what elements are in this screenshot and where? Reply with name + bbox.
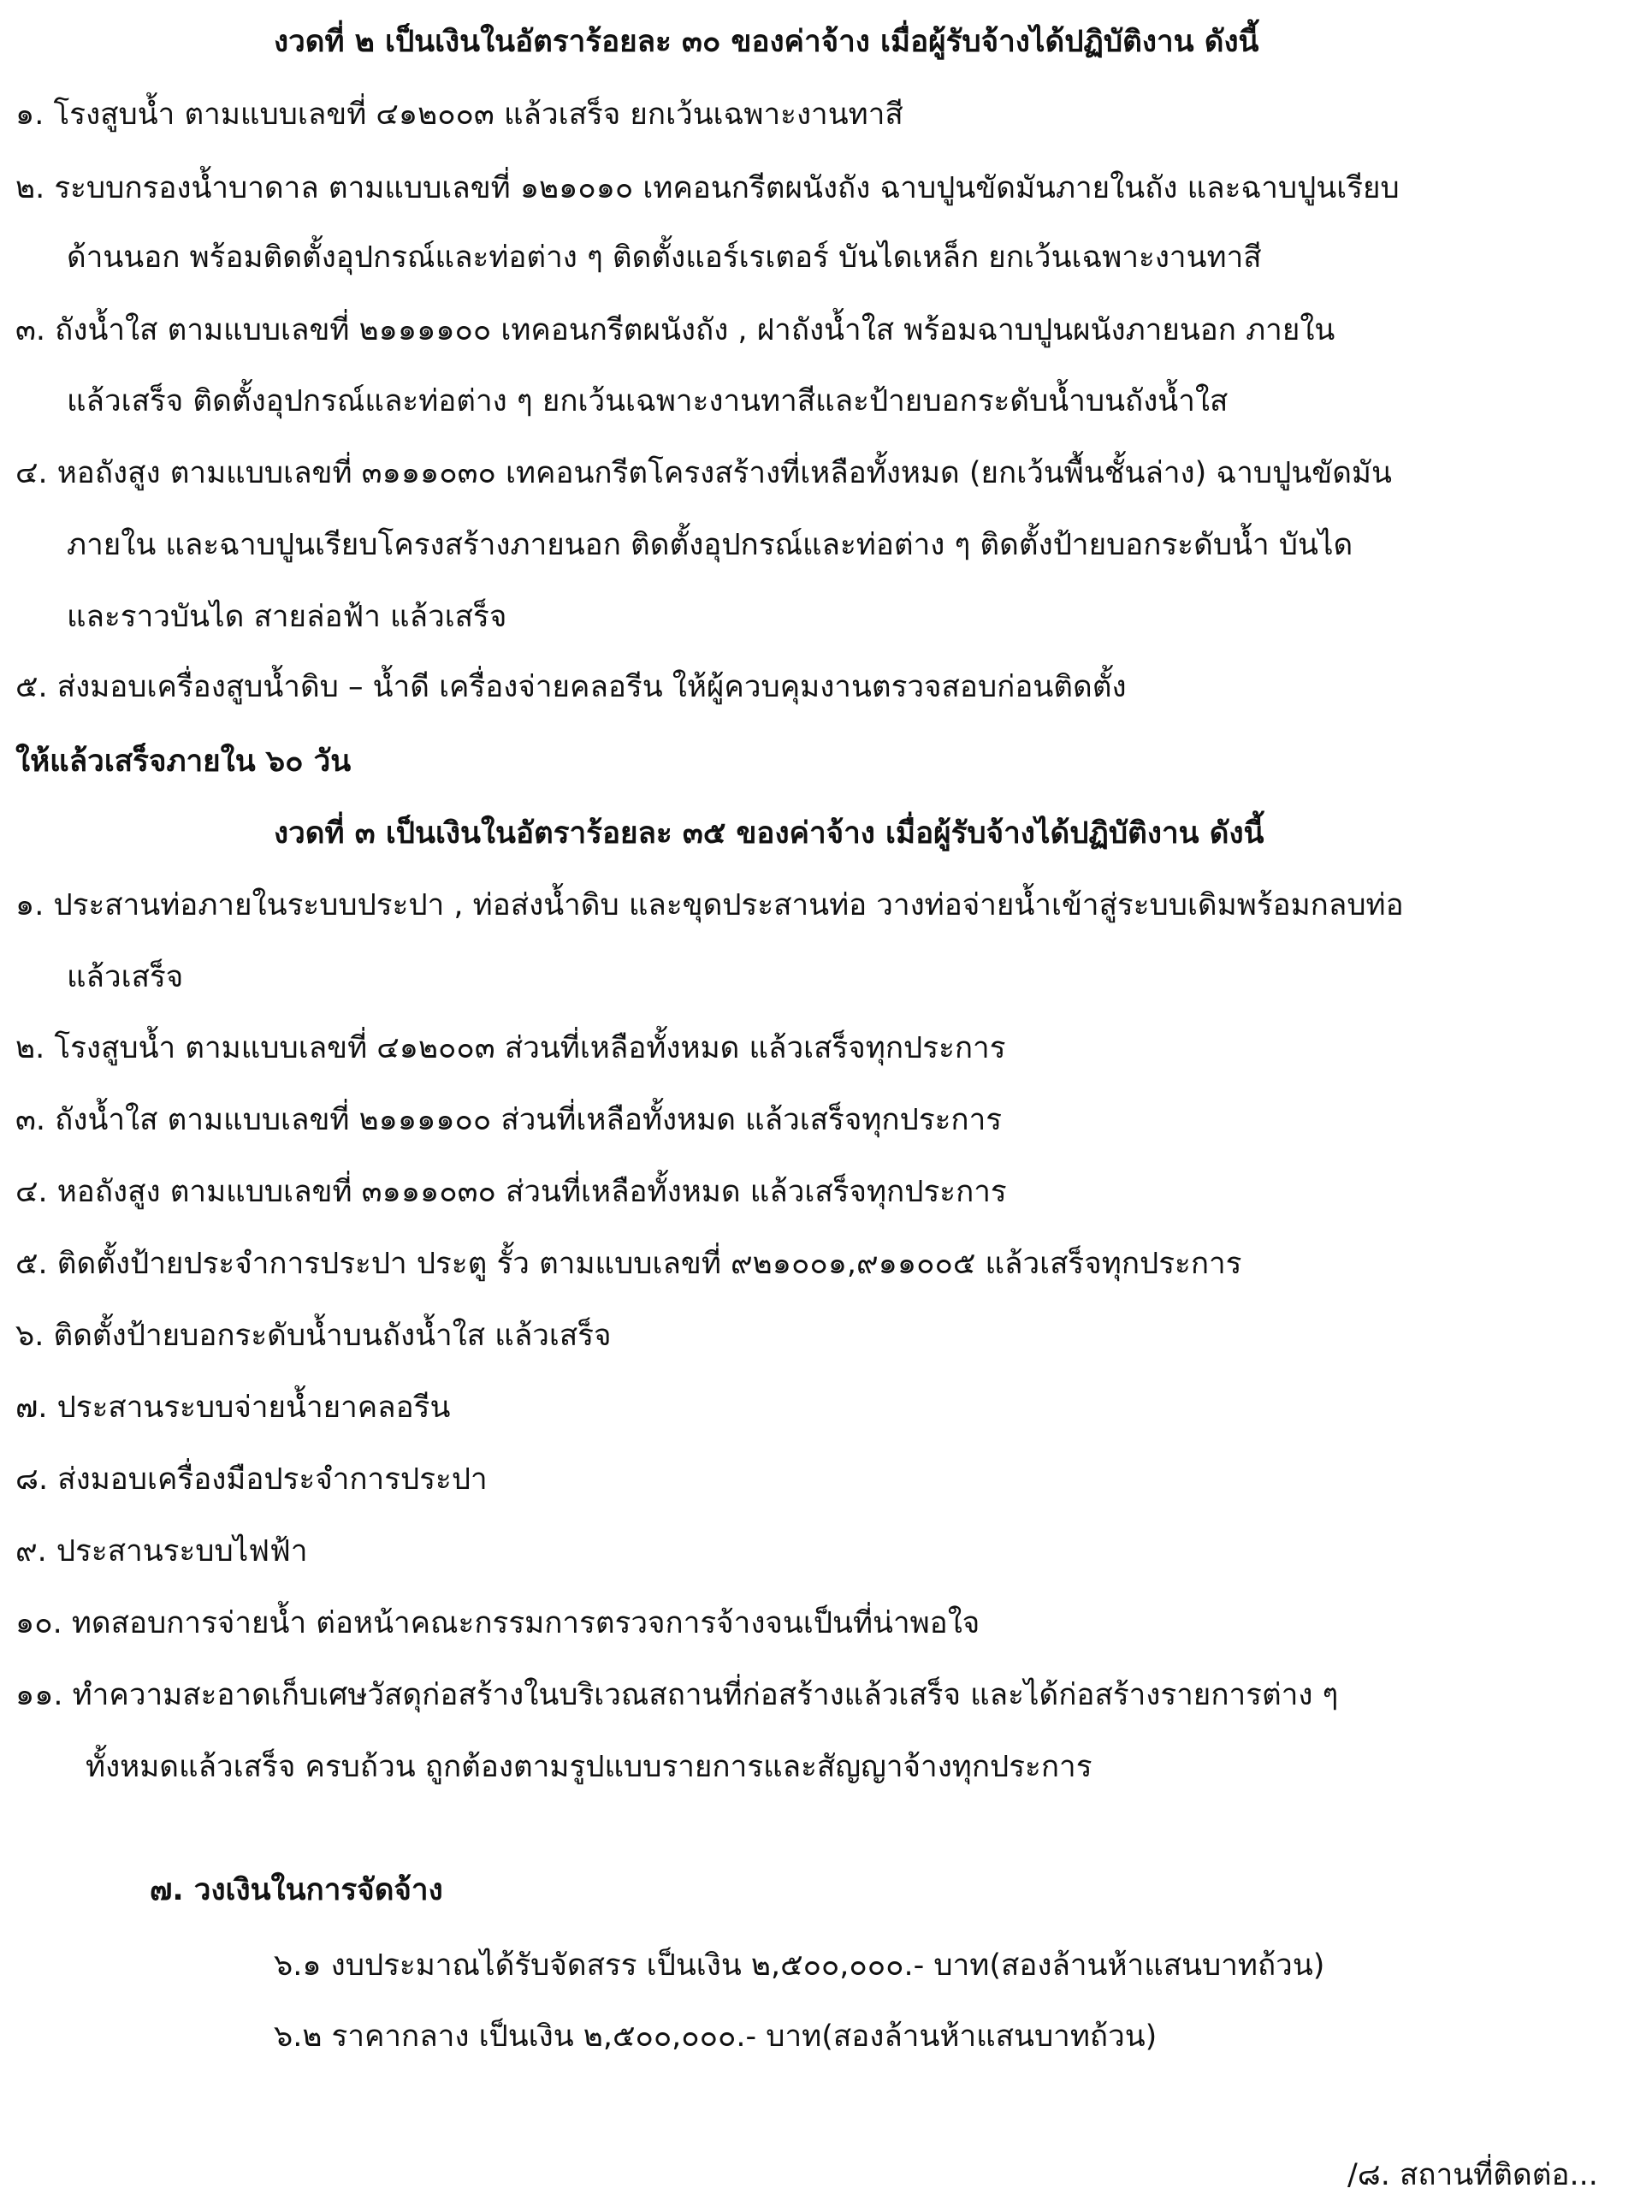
- list-item: ๑. ประสานท่อภายในระบบประปา , ท่อส่งน้ำดิบ และขุดประสานท่อ วางท่อจ่ายน้ำเข้าสู่ระบบเดิมพร้อมกลบท่อ: [15, 888, 1404, 922]
- list-item-continuation: ทั้งหมดแล้วเสร็จ ครบถ้วน ถูกต้องตามรูปแบบรายการและสัญญาจ้างทุกประการ: [86, 1750, 1092, 1784]
- list-item: ๔. หอถังสูง ตามแบบเลขที่ ๓๑๑๑๐๓๐ เทคอนกรีตโครงสร้างที่เหลือทั้งหมด (ยกเว้นพื้นชั้นล่าง) ฉาบปูนขัดมัน: [15, 456, 1392, 490]
- list-item: ๒. ระบบกรองน้ำบาดาล ตามแบบเลขที่ ๑๒๑๐๑๐ เทคอนกรีตผนังถัง ฉาบปูนขัดมันภายในถัง และฉาบปูนเรียบ: [15, 171, 1400, 205]
- budget-item: ๖.๑ งบประมาณได้รับจัดสรร เป็นเงิน ๒,๕๐๐,๐๐๐.- บาท(สองล้านห้าแสนบาทถ้วน): [274, 1948, 1325, 1983]
- list-item-continuation: แล้วเสร็จ ติดตั้งอุปกรณ์และท่อต่าง ๆ ยกเว้นเฉพาะงานทาสีและป้ายบอกระดับน้ำบนถังน้ำใส: [67, 384, 1229, 418]
- installment-3-heading: งวดที่ ๓ เป็นเงินในอัตราร้อยละ ๓๕ ของค่าจ้าง เมื่อผู้รับจ้างได้ปฏิบัติงาน ดังนี้: [274, 816, 1264, 851]
- list-item: ๕. ติดตั้งป้ายประจำการประปา ประตู รั้ว ตามแบบเลขที่ ๙๒๑๐๐๑,๙๑๑๐๐๕ แล้วเสร็จทุกประการ: [15, 1247, 1242, 1281]
- list-item: ๓. ถังน้ำใส ตามแบบเลขที่ ๒๑๑๑๑๐๐ เทคอนกรีตผนังถัง , ฝาถังน้ำใส พร้อมฉาบปูนผนังภายนอก ภายใน: [15, 313, 1335, 347]
- list-item: ๑. โรงสูบน้ำ ตามแบบเลขที่ ๔๑๒๐๐๓ แล้วเสร็จ ยกเว้นเฉพาะงานทาสี: [15, 98, 903, 132]
- list-item-continuation: ภายใน และฉาบปูนเรียบโครงสร้างภายนอก ติดตั้งอุปกรณ์และท่อต่าง ๆ ติดตั้งป้ายบอกระดับน้ำ บันได: [67, 528, 1353, 562]
- installment-2-deadline: ให้แล้วเสร็จภายใน ๖๐ วัน: [15, 744, 352, 779]
- list-item: ๑๑. ทำความสะอาดเก็บเศษวัสดุก่อสร้างในบริเวณสถานที่ก่อสร้างแล้วเสร็จ และได้ก่อสร้างรายการต่าง ๆ: [15, 1678, 1339, 1712]
- page-continuation: /๘. สถานที่ติดต่อ...: [1347, 2158, 1598, 2192]
- list-item: ๕. ส่งมอบเครื่องสูบน้ำดิบ – น้ำดี เครื่องจ่ายคลอรีน ให้ผู้ควบคุมงานตรวจสอบก่อนติดตั้ง: [15, 670, 1127, 704]
- installment-2-heading: งวดที่ ๒ เป็นเงินในอัตราร้อยละ ๓๐ ของค่าจ้าง เมื่อผู้รับจ้างได้ปฏิบัติงาน ดังนี้: [274, 25, 1259, 59]
- list-item: ๘. ส่งมอบเครื่องมือประจำการประปา: [15, 1462, 488, 1497]
- list-item-continuation: และราวบันได สายล่อฟ้า แล้วเสร็จ: [67, 600, 507, 634]
- list-item-continuation: แล้วเสร็จ: [67, 960, 184, 994]
- budget-item: ๖.๒ ราคากลาง เป็นเงิน ๒,๕๐๐,๐๐๐.- บาท(สองล้านห้าแสนบาทถ้วน): [274, 2019, 1158, 2054]
- list-item-continuation: ด้านนอก พร้อมติดตั้งอุปกรณ์และท่อต่าง ๆ ติดตั้งแอร์เรเตอร์ บันไดเหล็ก ยกเว้นเฉพาะงานทาสี: [67, 240, 1262, 275]
- list-item: ๗. ประสานระบบจ่ายน้ำยาคลอรีน: [15, 1391, 451, 1425]
- list-item: ๒. โรงสูบน้ำ ตามแบบเลขที่ ๔๑๒๐๐๓ ส่วนที่เหลือทั้งหมด แล้วเสร็จทุกประการ: [15, 1031, 1006, 1065]
- budget-heading: ๗. วงเงินในการจัดจ้าง: [150, 1873, 443, 1907]
- list-item: ๓. ถังน้ำใส ตามแบบเลขที่ ๒๑๑๑๑๐๐ ส่วนที่เหลือทั้งหมด แล้วเสร็จทุกประการ: [15, 1103, 1003, 1137]
- list-item: ๑๐. ทดสอบการจ่ายน้ำ ต่อหน้าคณะกรรมการตรวจการจ้างจนเป็นที่น่าพอใจ: [15, 1606, 980, 1640]
- list-item: ๔. หอถังสูง ตามแบบเลขที่ ๓๑๑๑๐๓๐ ส่วนที่เหลือทั้งหมด แล้วเสร็จทุกประการ: [15, 1175, 1007, 1209]
- list-item: ๖. ติดตั้งป้ายบอกระดับน้ำบนถังน้ำใส แล้วเสร็จ: [15, 1319, 612, 1353]
- list-item: ๙. ประสานระบบไฟฟ้า: [15, 1534, 308, 1569]
